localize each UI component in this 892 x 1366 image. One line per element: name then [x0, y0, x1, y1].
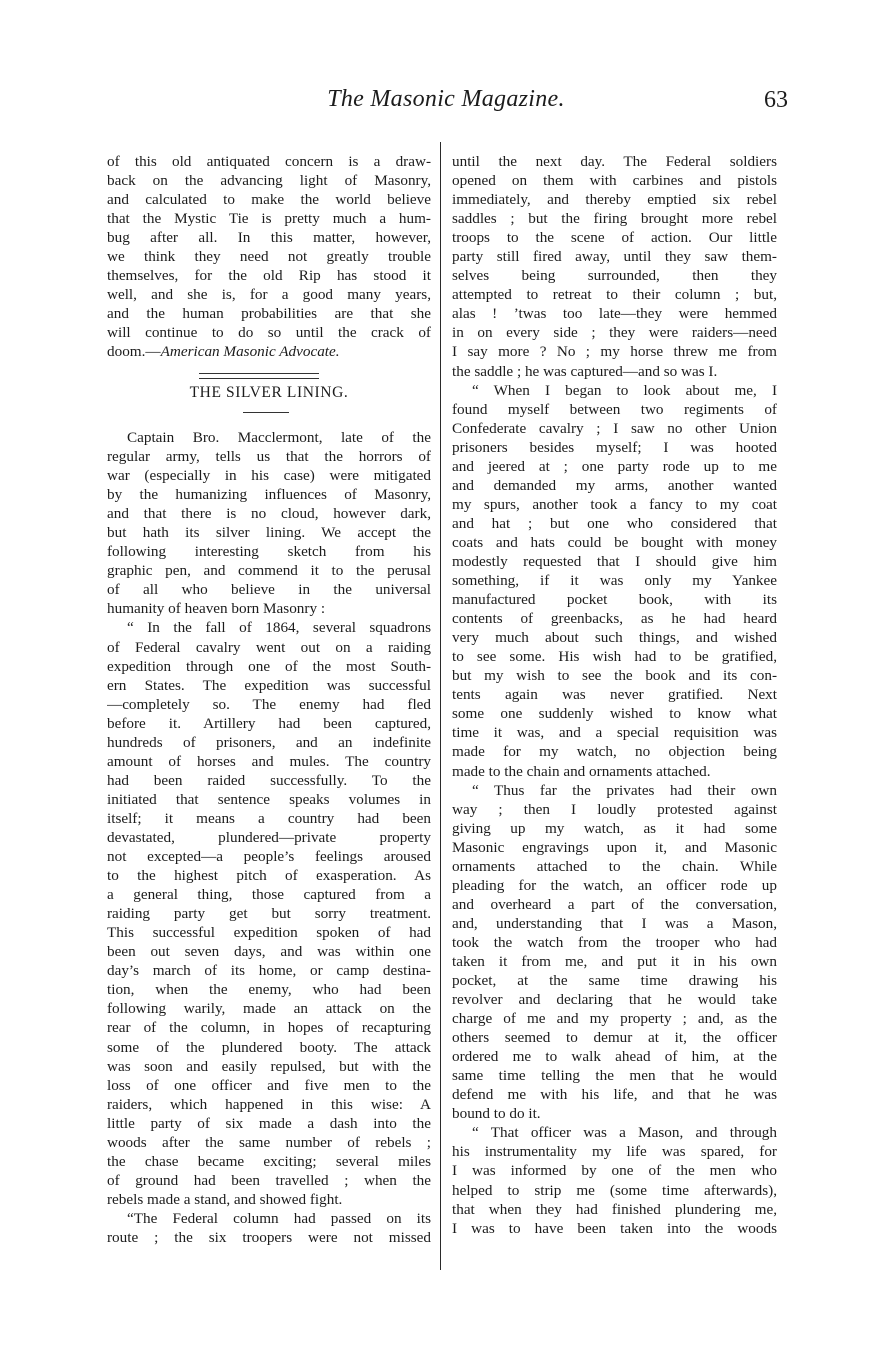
text-line: contents of greenbacks, as he had heard	[452, 610, 777, 628]
text-line: by the humanizing influences of Masonry,	[107, 486, 431, 504]
text-line: regular army, tells us that the horrors of	[107, 448, 431, 466]
text-line: I say more ? No ; my horse threw me from	[452, 343, 777, 361]
text-line: hundreds of prisoners, and an indefinite	[107, 733, 431, 751]
text-line: rebels made a stand, and showed fight.	[107, 1190, 343, 1208]
text-line: bound to do it.	[452, 1105, 541, 1123]
text-line: made for my watch, no objection being	[452, 743, 777, 761]
heading-rule	[243, 412, 289, 413]
text-line: alas ! ’twas too late—they were hemmed	[452, 305, 777, 323]
text-line: raiding party get but sorry treatment.	[107, 905, 431, 923]
text-line: we think they need not greatly trouble	[107, 248, 431, 266]
text-line: found myself between two regiments of	[452, 400, 777, 418]
text-line: “ Thus far the privates had their own	[472, 781, 777, 799]
text-line: took the watch from the trooper who had	[452, 933, 777, 951]
attribution-line	[107, 342, 431, 361]
text-line: and hat ; but one who considered that	[452, 514, 777, 532]
section-divider	[199, 373, 319, 379]
text-line: something, if it was only my Yankee	[452, 572, 777, 590]
text-line: “ In the fall of 1864, several squadrons	[127, 619, 431, 637]
text-line: not excepted—a people’s feelings aroused	[107, 848, 431, 866]
text-line: to see some. His wish had to be gratified,	[452, 648, 777, 666]
text-line: devastated, plundered—private property	[107, 828, 431, 846]
attribution-prefix: doom.—	[107, 343, 161, 361]
text-line: bug after all. In this matter, however,	[107, 229, 431, 247]
text-line: raiders, which happened in this wise: A	[107, 1095, 431, 1113]
text-line: will continue to do so until the crack of	[107, 324, 431, 342]
text-line: Captain Bro. Macclermont, late of the	[127, 429, 431, 446]
text-line: his instrumentality my life was spared, for	[452, 1143, 777, 1161]
text-line: that when they had finished plundering me,	[452, 1200, 777, 1218]
text-line: woods after the same number of rebels ;	[107, 1133, 431, 1151]
text-line: others seemed to demur at it, the officer	[452, 1029, 777, 1047]
text-line: until the next day. The Federal soldiers	[452, 153, 777, 170]
text-line: rear of the column, in hopes of recapturing	[107, 1019, 431, 1037]
text-line: and jeered at ; one party rode up to me	[452, 457, 777, 475]
text-line: pocket, at the same time drawing his	[452, 972, 777, 990]
text-line: and that there is no cloud, however dark,	[107, 505, 431, 523]
text-line: tion, when the enemy, who had been	[107, 981, 431, 999]
text-line: the saddle ; he was captured—and so was I.	[452, 362, 718, 380]
text-line: Masonic engravings upon it, and Masonic	[452, 838, 777, 856]
text-line: modestly requested that I should give him	[452, 552, 777, 570]
text-line: war (especially in his case) were mitigated	[107, 467, 431, 485]
text-line: loss of one officer and five men to the	[107, 1076, 431, 1094]
text-line: very much about such things, and wished	[452, 629, 777, 647]
text-line: Confederate cavalry ; I saw no other Union	[452, 419, 777, 437]
text-line: immediately, and thereby emptied six rebel	[452, 191, 777, 209]
text-line: and overheard a part of the conversation,	[452, 895, 777, 913]
text-line: coats and hats could be bought with money	[452, 533, 777, 551]
text-line: I was informed by one of the men who	[452, 1162, 777, 1180]
magazine-title: The Masonic Magazine.	[327, 86, 565, 112]
text-line: of all who believe in the universal	[107, 581, 431, 599]
text-line: little party of six made a dash into the	[107, 1114, 431, 1132]
text-line: I was to have been taken into the woods	[452, 1219, 777, 1237]
attribution-source: American Masonic Advocate.	[160, 343, 340, 361]
text-line: following interesting sketch from his	[107, 543, 431, 561]
text-line: back on the advancing light of Masonry,	[107, 172, 431, 190]
text-line: in on every side ; they were raiders—need	[452, 324, 777, 342]
text-line: giving up my watch, as it had some	[452, 819, 777, 837]
text-line: initiated that sentence speaks volumes in	[107, 790, 431, 808]
text-line: and calculated to make the world believe	[107, 191, 431, 209]
text-line: defend me with his life, and that he was	[452, 1086, 777, 1104]
text-line: helped to strip me (some time afterwards),	[452, 1181, 777, 1199]
text-line: some one suddenly wished to know what	[452, 705, 777, 723]
text-line: some of the plundered booty. The attack	[107, 1038, 431, 1056]
text-line: itself; it means a country had been	[107, 809, 431, 827]
text-line: “ When I began to look about me, I	[472, 381, 777, 399]
text-line: graphic pen, and commend it to the perusal	[107, 562, 431, 580]
text-line: and demanded my arms, another wanted	[452, 476, 777, 494]
text-line: amount of horses and mules. The country	[107, 752, 431, 770]
text-line: made to the chain and ornaments attached.	[452, 762, 711, 780]
text-line: attempted to retreat to their column ; but,	[452, 286, 777, 304]
text-line: and the human probabilities are that she	[107, 305, 431, 323]
right-column	[452, 152, 777, 1238]
text-line: had been raided successfully. To the	[107, 771, 431, 789]
text-line: and, understanding that I was a Mason,	[452, 914, 777, 932]
text-line: day’s march of its home, or camp destina-	[107, 962, 431, 980]
text-line: following warily, made an attack on the	[107, 1000, 431, 1018]
text-line: taken it from me, and put it in his own	[452, 952, 777, 970]
text-line: my spurs, another took a fancy to my coat	[452, 495, 777, 513]
text-line: party still fired away, until they saw them-	[452, 248, 777, 266]
text-line: was soon and easily repulsed, but with the	[107, 1057, 431, 1075]
text-line: of ground had been travelled ; when the	[107, 1171, 431, 1189]
text-line: ern States. The expedition was successful	[107, 676, 431, 694]
text-line: well, and she is, for a good many years,	[107, 286, 431, 304]
text-line: charge of me and my property ; and, as the	[452, 1010, 777, 1028]
left-column-intro	[107, 152, 431, 362]
left-column-article	[107, 428, 431, 1247]
text-line: “The Federal column had passed on its	[127, 1209, 431, 1227]
text-line: revolver and declaring that he would take	[452, 991, 777, 1009]
text-line: saddles ; but the firing brought more rebel	[452, 210, 777, 228]
text-line: time it was, and a special requisition was	[452, 724, 777, 742]
text-line: themselves, for the old Rip has stood it	[107, 267, 431, 285]
text-line: —completely so. The enemy had fled	[107, 695, 431, 713]
page-number: 63	[764, 87, 788, 113]
text-line: of Federal cavalry went out on a raiding	[107, 638, 431, 656]
text-line: before it. Artillery had been captured,	[107, 714, 431, 732]
text-line: pleading for the watch, an officer rode up	[452, 876, 777, 894]
text-line: opened on them with carbines and pistols	[452, 172, 777, 190]
text-line: ornaments attached to the chain. While	[452, 857, 777, 875]
text-line: been out seven days, and was within one	[107, 943, 431, 961]
text-line: “ That officer was a Mason, and through	[472, 1124, 777, 1142]
text-line: way ; then I loudly protested against	[452, 800, 777, 818]
text-line: selves being surrounded, then they	[452, 267, 777, 285]
column-divider	[440, 142, 441, 1270]
text-line: the chase became exciting; several miles	[107, 1152, 431, 1170]
text-line: expedition through one of the most South-	[107, 657, 431, 675]
text-line: troops to the scene of action. Our little	[452, 229, 777, 247]
text-line: ordered me to walk ahead of him, at the	[452, 1048, 777, 1066]
text-line: route ; the six troopers were not missed	[107, 1228, 431, 1246]
text-line: a general thing, those captured from a	[107, 886, 431, 904]
text-line: manufactured pocket book, with its	[452, 591, 777, 609]
text-line: tents again was never gratified. Next	[452, 686, 777, 704]
text-line: This successful expedition spoken of had	[107, 924, 431, 942]
text-line: humanity of heaven born Masonry :	[107, 600, 326, 618]
text-line: of this old antiquated concern is a draw-	[107, 153, 431, 170]
text-line: prisoners besides myself; I was hooted	[452, 438, 777, 456]
text-line: but my wish to see the book and its con-	[452, 667, 777, 685]
text-line: same time telling the men that he would	[452, 1067, 777, 1085]
article-heading: THE SILVER LINING.	[189, 384, 349, 401]
text-line: but hath its silver lining. We accept the	[107, 524, 431, 542]
text-line: to the highest pitch of exasperation. As	[107, 867, 431, 885]
text-line: that the Mystic Tie is pretty much a hum-	[107, 210, 431, 228]
running-head	[0, 86, 892, 126]
